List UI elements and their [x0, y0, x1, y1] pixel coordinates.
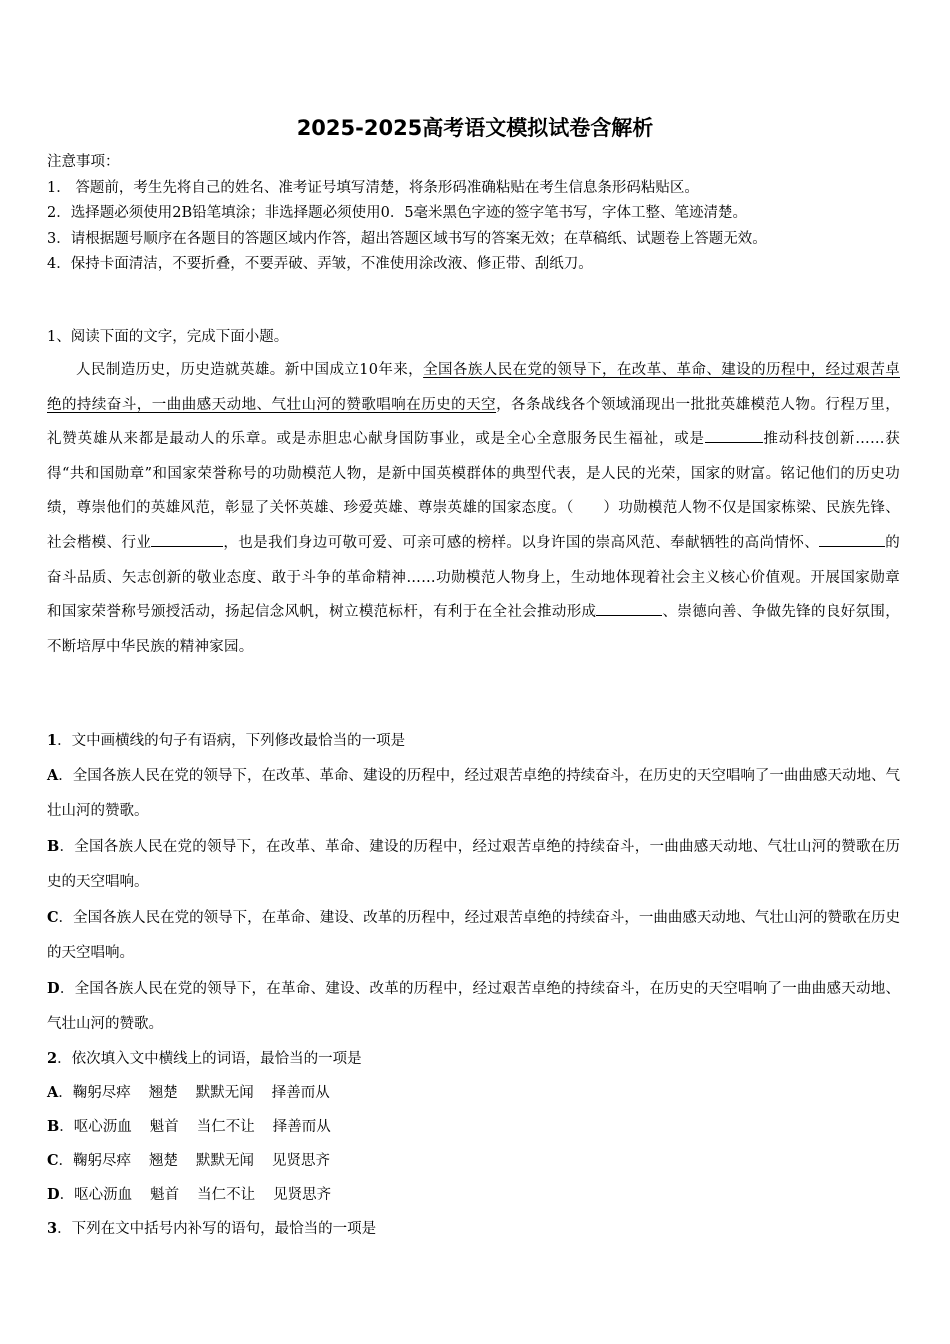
- notice-item: 2．选择题必须使用2B铅笔填涂；非选择题必须使用0．5毫米黑色字迹的签字笔书写，字体工整、笔迹清楚。: [47, 205, 748, 221]
- fill-blank: [819, 531, 885, 547]
- option-2a[interactable]: A．鞠躬尽瘁 翘楚 默默无闻 择善而从: [47, 1084, 330, 1101]
- passage-text: 的奋斗品质、矢志创新的敬业态度、敢于斗争的革命精神……功勋模范人物身上，生动地体现着社会主义核心价值观。开展国家勋章和国家荣誉称号颁授活动，扬起信念风帆，树立模范标杆，有利于在全社会推动形成: [47, 534, 901, 621]
- notice-item: 3．请根据题号顺序在各题目的答题区域内作答，超出答题区域书写的答案无效；在草稿纸、试题卷上答题无效。: [47, 230, 767, 247]
- question-3: 3．下列在文中括号内补写的语句，最恰当的一项是: [47, 1220, 377, 1237]
- notice-item: 1． 答题前，考生先将自己的姓名、准考证号填写清楚，将条形码准确粘贴在考生信息条形码粘贴区。: [47, 179, 699, 196]
- option-2b[interactable]: B．呕心沥血 魁首 当仁不让 择善而从: [47, 1118, 331, 1135]
- fill-blank: [705, 428, 763, 444]
- notice-block: [47, 150, 907, 278]
- fill-blank: [596, 601, 662, 617]
- option-1d[interactable]: D．全国各族人民在党的领导下，在革命、建设、改革的历程中，经过艰苦卓绝的持续奋斗，在历史的天空唱响了一曲曲感天动地、气壮山河的赞歌。: [47, 980, 900, 1032]
- section-heading: 1、阅读下面的文字，完成下面小题。: [47, 329, 289, 345]
- option-1a[interactable]: A．全国各族人民在党的领导下，在改革、革命、建设的历程中，经过艰苦卓绝的持续奋斗，在历史的天空唱响了一曲曲感天动地、气壮山河的赞歌。: [47, 767, 900, 819]
- reading-passage: [47, 353, 900, 664]
- question-1: 1．文中画横线的句子有语病，下列修改最恰当的一项是: [47, 732, 406, 749]
- passage-text: ，也是我们身边可敬可爱、可亲可感的榜样。以身许国的崇高风范、奉献牺牲的高尚情怀、: [223, 534, 820, 551]
- notice-item: 4．保持卡面清洁，不要折叠，不要弄破、弄皱，不准使用涂改液、修正带、刮纸刀。: [47, 256, 593, 272]
- questions: [47, 724, 900, 1246]
- passage-text: 人民制造历史，历史造就英雄。新中国成立10年来，: [76, 362, 424, 378]
- document-title: 2025-2025高考语文模拟试卷含解析: [296, 116, 654, 140]
- underlined-sentence: 全国各族人民在党的领导下，在改革、革命、建设的历程中，经过艰苦卓绝的持续奋斗，一曲曲感天动地、气壮山河的赞歌唱响在历史的天空: [47, 362, 900, 413]
- option-1b[interactable]: B．全国各族人民在党的领导下，在改革、革命、建设的历程中，经过艰苦卓绝的持续奋斗，一曲曲感天动地、气壮山河的赞歌在历史的天空唱响。: [47, 838, 900, 890]
- fill-blank: [151, 531, 223, 547]
- passage-text: 推动科技创新……获得“共和国勋章”和国家荣誉称号的功勋模范人物，是新中国英模群体的典型代表，是人民的光荣，国家的财富。铭记他们的历史功绩，尊崇他们的英雄风范，彰显了关怀英雄、珍爱英雄、尊崇英雄的国家态度。（ ）功勋模范人物不仅是国家栋梁、民族先锋、社会楷模、行业: [47, 431, 901, 551]
- passage-text: ，各条战线各个领域涌现出一批批英雄模范人物。行程万里，礼赞英雄从来都是最动人的乐章。或是赤胆忠心献身国防事业，或是全心全意服务民生福祉，或是: [47, 396, 900, 448]
- question-2: 2．依次填入文中横线上的词语，最恰当的一项是: [47, 1050, 362, 1067]
- notice-heading: 注意事项：: [47, 154, 120, 170]
- option-2d[interactable]: D．呕心沥血 魁首 当仁不让 见贤思齐: [47, 1186, 332, 1203]
- passage-text: 、崇德向善、争做先锋的良好氛围，不断培厚中华民族的精神家园。: [47, 604, 901, 655]
- option-1c[interactable]: C．全国各族人民在党的领导下，在革命、建设、改革的历程中，经过艰苦卓绝的持续奋斗，一曲曲感天动地、气壮山河的赞歌在历史的天空唱响。: [47, 909, 900, 961]
- option-2c[interactable]: C．鞠躬尽瘁 翘楚 默默无闻 见贤思齐: [47, 1152, 331, 1169]
